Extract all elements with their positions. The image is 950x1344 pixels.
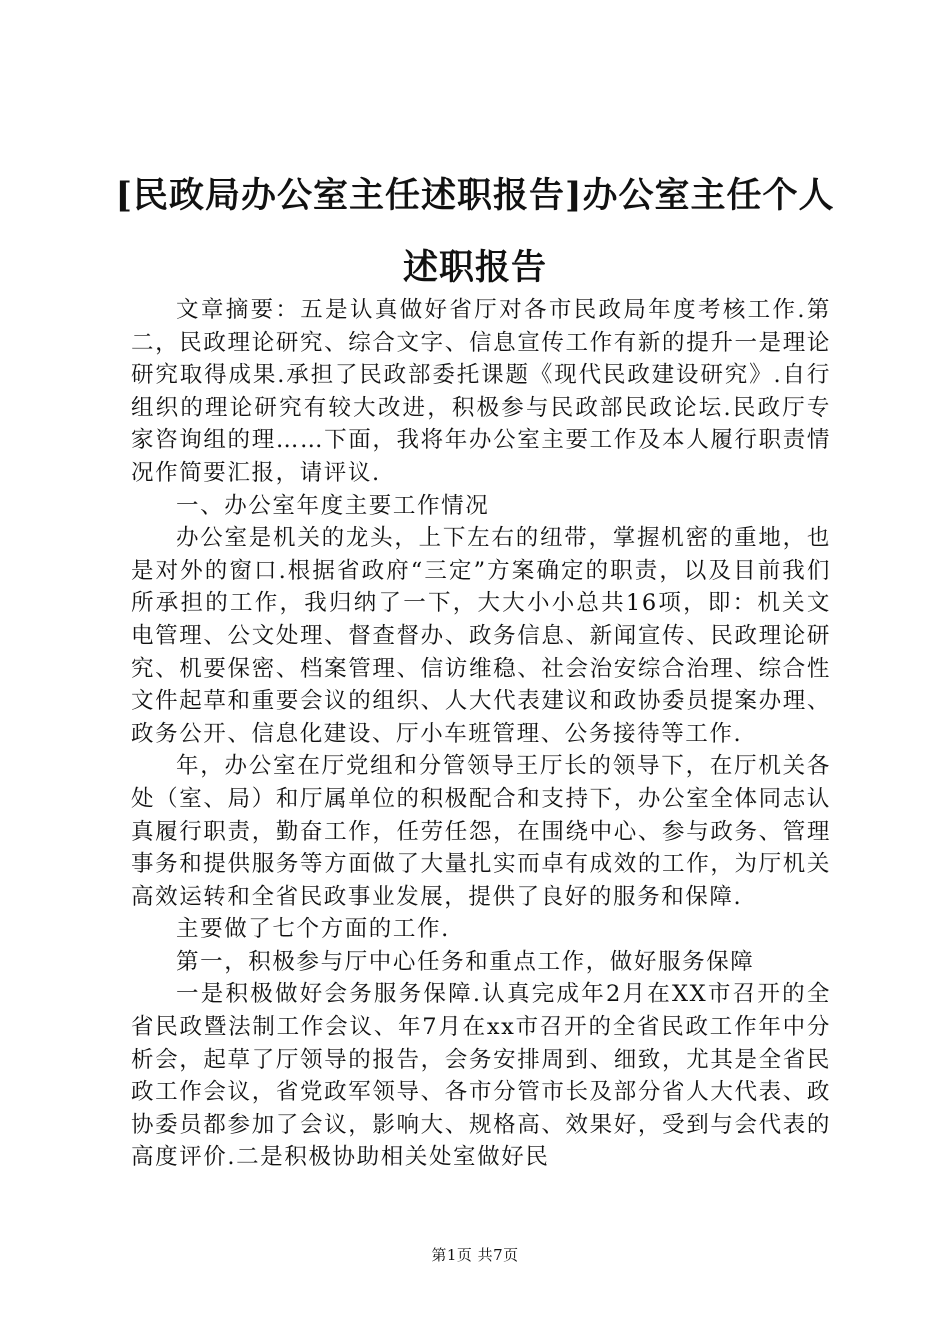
document-body xyxy=(131,294,831,1174)
body-paragraph: 一是积极做好会务服务保障.认真完成年2月在XX市召开的全省民政暨法制工作会议、年7月在xx市召开的全省民政工作年中分析会，起草了厅领导的报告，会务安排周到、细致，尤其是全省民政工作会议，省党政军领导、各市分管市长及部分省人大代表、政协委员都参加了会议，影响大、规格高、效果好，受到与会代表的高度评价.二是积极协助相关处室做好民 xyxy=(131,981,831,1171)
abstract-paragraph: 文章摘要：五是认真做好省厅对各市民政局年度考核工作.第二，民政理论研究、综合文字、信息宣传工作有新的提升一是理论研究取得成果.承担了民政部委托课题《现代民政建设研究》.自行组织的理论研究有较大改进，积极参与民政部民政论坛.民政厅专家咨询组的理……下面，我将年办公室主要工作及本人履行职责情况作简要汇报，请评议. xyxy=(131,297,831,486)
body-paragraph: 办公室是机关的龙头，上下左右的纽带，掌握机密的重地，也是对外的窗口.根据省政府“三定”方案确定的职责，以及目前我们所承担的工作，我归纳了一下，大大小小总共16项，即：机关文电管理、公文处理、督查督办、政务信息、新闻宣传、民政理论研究、机要保密、档案管理、信访维稳、社会治安综合治理、综合性文件起草和重要会议的组织、人大代表建议和政协委员提案办理、政务公开、信息化建设、厅小车班管理、公务接待等工作. xyxy=(131,525,831,747)
document-title: [民政局办公室主任述职报告]办公室主任个人述职报告 xyxy=(115,175,835,288)
page-number: 第1页 共7页 xyxy=(431,1246,519,1264)
section-heading: 一、办公室年度主要工作情况 xyxy=(176,492,490,519)
body-paragraph: 年，办公室在厅党组和分管领导王厅长的领导下，在厅机关各处（室、局）和厅属单位的积极配合和支持下，办公室全体同志认真履行职责，勤奋工作，任劳任怨，在围绕中心、参与政务、管理事务和提供服务等方面做了大量扎实而卓有成效的工作，为厅机关高效运转和全省民政事业发展，提供了良好的服务和保障. xyxy=(131,753,831,910)
body-paragraph: 主要做了七个方面的工作. xyxy=(176,916,450,943)
subsection-heading: 第一，积极参与厅中心任务和重点工作，做好服务保障 xyxy=(176,948,755,975)
